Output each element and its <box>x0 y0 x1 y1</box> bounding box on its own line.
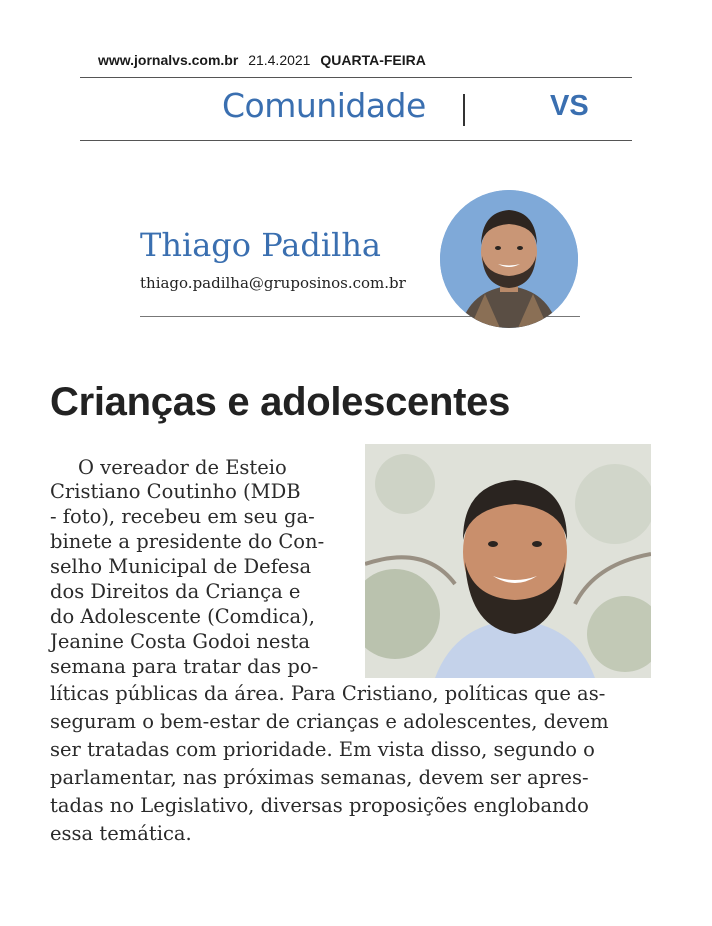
article-line: tadas no Legislativo, diversas proposições englobando <box>50 794 589 817</box>
article-line: selho Municipal de Defesa <box>50 555 312 578</box>
header-bottom-rule <box>80 140 632 141</box>
article-line: seguram o bem-estar de crianças e adolescentes, devem <box>50 710 609 733</box>
issue-date: 21.4.2021 <box>248 52 311 68</box>
article-line: O vereador de Esteio <box>78 456 287 479</box>
article-line: essa temática. <box>50 822 192 845</box>
article-line: Cristiano Coutinho (MDB <box>50 480 301 503</box>
article-photo <box>365 444 651 678</box>
article-line: do Adolescente (Comdica), <box>50 605 315 628</box>
article-line: - foto), recebeu em seu ga- <box>50 505 315 528</box>
article-line: Jeanine Costa Godoi nesta <box>50 630 310 653</box>
newspaper-logo: VS <box>550 90 589 122</box>
person-photo-icon <box>365 444 651 678</box>
section-title: Comunidade <box>222 86 426 125</box>
article-line: semana para tratar das po- <box>50 655 319 678</box>
columnist-email: thiago.padilha@gruposinos.com.br <box>140 274 406 292</box>
article-line: dos Direitos da Criança e <box>50 580 301 603</box>
article-line: parlamentar, nas próximas semanas, devem ser apres- <box>50 766 589 789</box>
article-line: líticas públicas da área. Para Cristiano, políticas que as- <box>50 682 606 705</box>
article-line: ser tratadas com prioridade. Em vista disso, segundo o <box>50 738 595 761</box>
section-separator <box>463 94 465 126</box>
header-dateline <box>98 52 632 68</box>
columnist-name: Thiago Padilha <box>140 226 381 264</box>
article-headline: Crianças e adolescentes <box>50 380 511 424</box>
columnist-portrait-icon <box>440 190 578 328</box>
article-line: binete a presidente do Con- <box>50 530 325 553</box>
header-top-rule <box>80 77 632 78</box>
site-url: www.jornalvs.com.br <box>98 52 239 68</box>
issue-weekday: QUARTA-FEIRA <box>320 52 426 68</box>
columnist-avatar <box>440 190 578 328</box>
